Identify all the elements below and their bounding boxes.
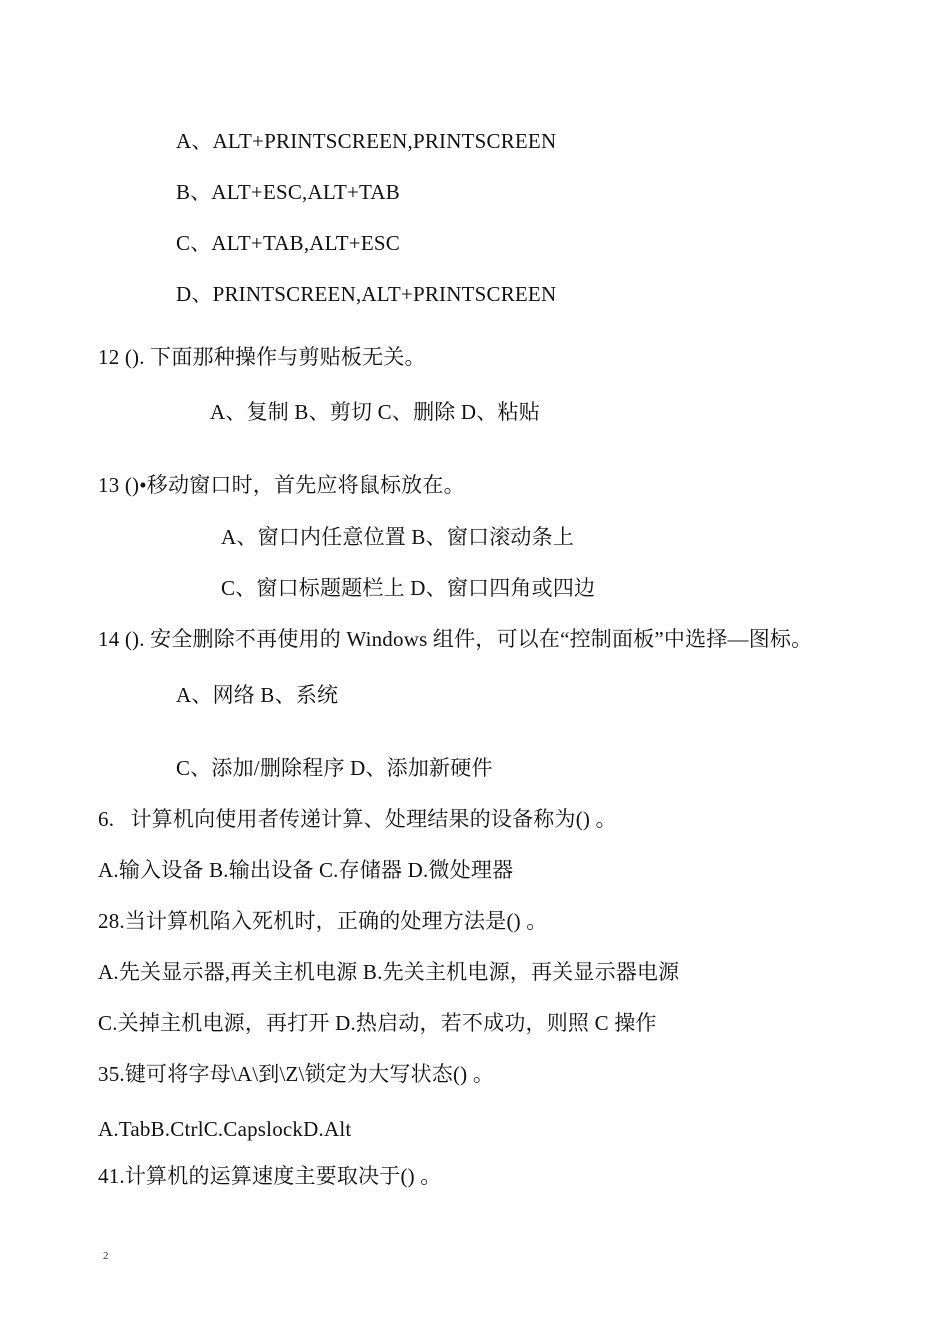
question-line: 12 (). 下面那种操作与剪贴板无关。 — [98, 345, 426, 369]
option-line: C.关掉主机电源，再打开 D.热启动，若不成功，则照 C 操作 — [98, 1011, 657, 1035]
question-line: 28.当计算机陷入死机时，正确的处理方法是() 。 — [98, 909, 548, 933]
option-line: A、网络 B、系统 — [176, 683, 339, 707]
option-line: A、窗口内任意位置 B、窗口滚动条上 — [221, 525, 575, 549]
option-line: B、ALT+ESC,ALT+TAB — [176, 180, 400, 204]
question-line: 41.计算机的运算速度主要取决于() 。 — [98, 1164, 442, 1188]
question-line: 35.键可将字母\A\到\Z\锁定为大写状态() 。 — [98, 1062, 495, 1086]
option-line: A.先关显示器,再关主机电源 B.先关主机电源，再关显示器电源 — [98, 960, 680, 984]
option-line: A.输入设备 B.输出设备 C.存储器 D.微处理器 — [98, 858, 514, 882]
question-line: 13 ()•移动窗口时，首先应将鼠标放在。 — [98, 473, 465, 497]
option-line: C、ALT+TAB,ALT+ESC — [176, 231, 400, 255]
question-line: 14 (). 安全删除不再使用的 Windows 组件，可以在“控制面板”中选择—图标。 — [98, 627, 813, 651]
option-line: A、ALT+PRINTSCREEN,PRINTSCREEN — [176, 129, 557, 153]
option-line: C、窗口标题题栏上 D、窗口四角或四边 — [221, 576, 596, 600]
option-line: C、添加/删除程序 D、添加新硬件 — [176, 756, 493, 780]
option-line: D、PRINTSCREEN,ALT+PRINTSCREEN — [176, 282, 557, 306]
page-number: 2 — [103, 1250, 109, 1262]
option-line: A、复制 B、剪切 C、删除 D、粘贴 — [210, 400, 540, 424]
question-line: 6. 计算机向使用者传递计算、处理结果的设备称为() 。 — [98, 807, 617, 831]
option-line: A.TabB.CtrlC.CapslockD.Alt — [98, 1117, 352, 1141]
